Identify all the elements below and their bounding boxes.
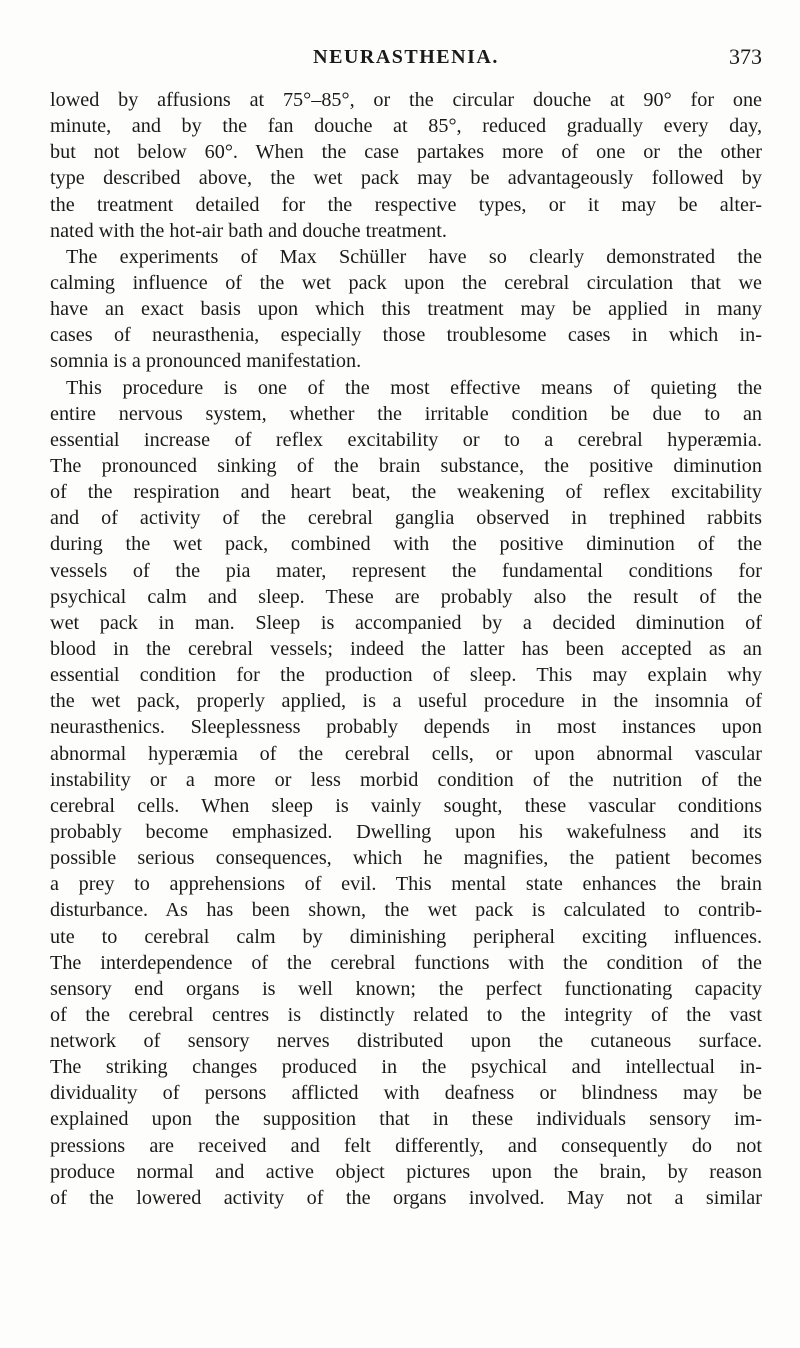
page-number: 373 <box>729 44 762 69</box>
text-line: and of activity of the cerebral ganglia observed in trephined rabbits <box>50 507 762 530</box>
text-line: probably become emphasized. Dwelling upon his wakefulness and its <box>50 820 762 843</box>
text-line: lowed by affusions at 75°–85°, or the circular douche at 90° for one <box>50 89 762 111</box>
text-line: the treatment detailed for the respective types, or it may be alter- <box>50 193 762 216</box>
text-line: produce normal and active object pictures upon the brain, by reason <box>50 1160 762 1183</box>
text-line: This procedure is one of the most effective means of quieting the <box>66 376 762 399</box>
text-line: The pronounced sinking of the brain substance, the positive diminution <box>50 454 762 477</box>
running-head <box>50 40 762 74</box>
text-line: neurasthenics. Sleeplessness probably depends in most instances upon <box>50 716 762 739</box>
text-line: but not below 60°. When the case partakes more of one or the other <box>50 141 762 164</box>
text-line: have an exact basis upon which this treatment may be applied in many <box>50 298 762 321</box>
text-line: the wet pack, properly applied, is a useful procedure in the insomnia of <box>50 690 762 713</box>
text-line: during the wet pack, combined with the positive diminution of the <box>50 533 762 556</box>
text-line: sensory end organs is well known; the perfect functionating capacity <box>50 977 762 1000</box>
text-line: wet pack in man. Sleep is accompanied by a decided diminution of <box>50 611 762 634</box>
text-line: psychical calm and sleep. These are probably also the result of the <box>50 585 762 608</box>
text-line: nated with the hot-air bath and douche treatment. <box>50 219 447 242</box>
text-line: abnormal hyperæmia of the cerebral cells, or upon abnormal vascular <box>50 742 762 765</box>
text-line: cerebral cells. When sleep is vainly sought, these vascular conditions <box>50 794 762 817</box>
text-line: dividuality of persons afflicted with deafness or blindness may be <box>50 1082 762 1105</box>
text-line: The striking changes produced in the psychical and intellectual in- <box>50 1056 762 1079</box>
text-line: calming influence of the wet pack upon the cerebral circulation that we <box>50 271 762 294</box>
text-line: type described above, the wet pack may be advantageously followed by <box>50 167 762 190</box>
text-line: possible serious consequences, which he magnifies, the patient becomes <box>50 847 762 870</box>
text-line: of the lowered activity of the organs involved. May not a similar <box>50 1186 762 1209</box>
text-line: of the cerebral centres is distinctly related to the integrity of the vast <box>50 1003 762 1026</box>
text-line: blood in the cerebral vessels; indeed the latter has been accepted as an <box>50 637 762 660</box>
text-line: of the respiration and heart beat, the weakening of reflex excitability <box>50 481 762 504</box>
text-line: somnia is a pronounced manifestation. <box>50 350 362 373</box>
text-line: entire nervous system, whether the irritable condition be due to an <box>50 402 762 425</box>
text-line: The experiments of Max Schüller have so clearly demonstrated the <box>66 245 762 268</box>
text-line: a prey to apprehensions of evil. This mental state enhances the brain <box>50 873 762 896</box>
text-line: instability or a more or less morbid condition of the nutrition of the <box>50 768 762 791</box>
text-line: The interdependence of the cerebral functions with the condition of the <box>50 951 762 974</box>
text-line: essential increase of reflex excitability or to a cerebral hyperæmia. <box>50 428 762 451</box>
text-line: cases of neurasthenia, especially those troublesome cases in which in- <box>50 324 762 347</box>
text-line: disturbance. As has been shown, the wet pack is calculated to contrib- <box>50 899 762 922</box>
text-line: essential condition for the production of sleep. This may explain why <box>50 664 762 687</box>
text-line: ute to cerebral calm by diminishing peripheral exciting influences. <box>50 925 762 948</box>
text-line: pressions are received and felt differently, and consequently do not <box>50 1134 762 1157</box>
body-text <box>50 87 762 1211</box>
text-line: network of sensory nerves distributed upon the cutaneous surface. <box>50 1030 762 1053</box>
text-line: minute, and by the fan douche at 85°, reduced gradually every day, <box>50 115 762 138</box>
running-title: NEURASTHENIA. <box>313 46 499 68</box>
text-line: explained upon the supposition that in these individuals sensory im- <box>50 1108 762 1131</box>
text-line: vessels of the pia mater, represent the fundamental conditions for <box>50 559 762 582</box>
